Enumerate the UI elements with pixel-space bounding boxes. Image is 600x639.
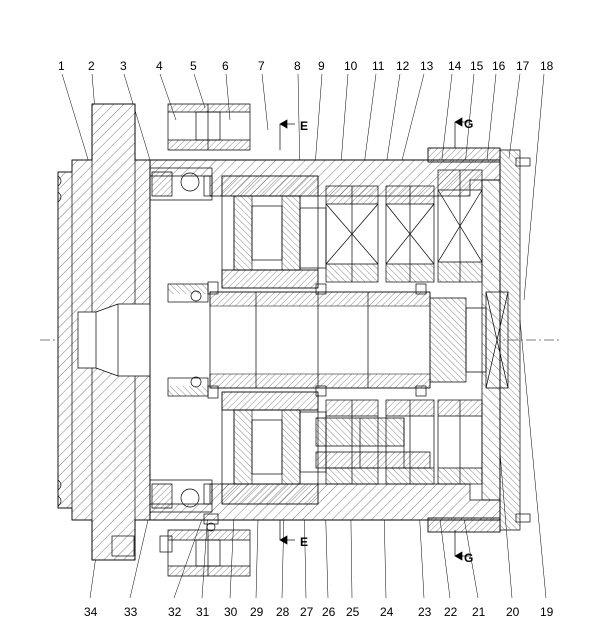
callout-19: 19 [540,605,554,619]
callout-29: 29 [250,605,264,619]
callout-32: 32 [168,605,182,619]
callout-9: 9 [318,59,325,73]
section-mark-G-top: G [464,117,474,131]
callout-21: 21 [472,605,486,619]
section-mark-E-bottom: E [300,535,309,549]
callout-1: 1 [58,59,65,73]
callout-25: 25 [346,605,360,619]
callout-30: 30 [224,605,238,619]
mounting-block-top [168,104,250,150]
callout-24: 24 [380,605,394,619]
callout-18: 18 [540,59,554,73]
callout-13: 13 [420,59,434,73]
callout-23: 23 [418,605,432,619]
callout-4: 4 [156,59,163,73]
callout-16: 16 [492,59,506,73]
callout-11: 11 [372,59,385,73]
callout-22: 22 [444,605,458,619]
callout-26: 26 [322,605,336,619]
callout-12: 12 [396,59,410,73]
section-mark-G-bottom: G [464,551,474,565]
callout-27: 27 [300,605,314,619]
callout-34: 34 [84,605,98,619]
callout-3: 3 [120,59,127,73]
callout-33: 33 [124,605,138,619]
section-mark-E-top: E [300,119,309,133]
callout-17: 17 [516,59,530,73]
callout-14: 14 [448,59,462,73]
callout-15: 15 [470,59,484,73]
callout-8: 8 [294,59,301,73]
callout-5: 5 [190,59,197,73]
callout-31: 31 [196,605,210,619]
callout-6: 6 [222,59,229,73]
callout-10: 10 [344,59,358,73]
callout-20: 20 [506,605,520,619]
callout-28: 28 [276,605,290,619]
callout-2: 2 [88,59,95,73]
callout-7: 7 [258,59,265,73]
